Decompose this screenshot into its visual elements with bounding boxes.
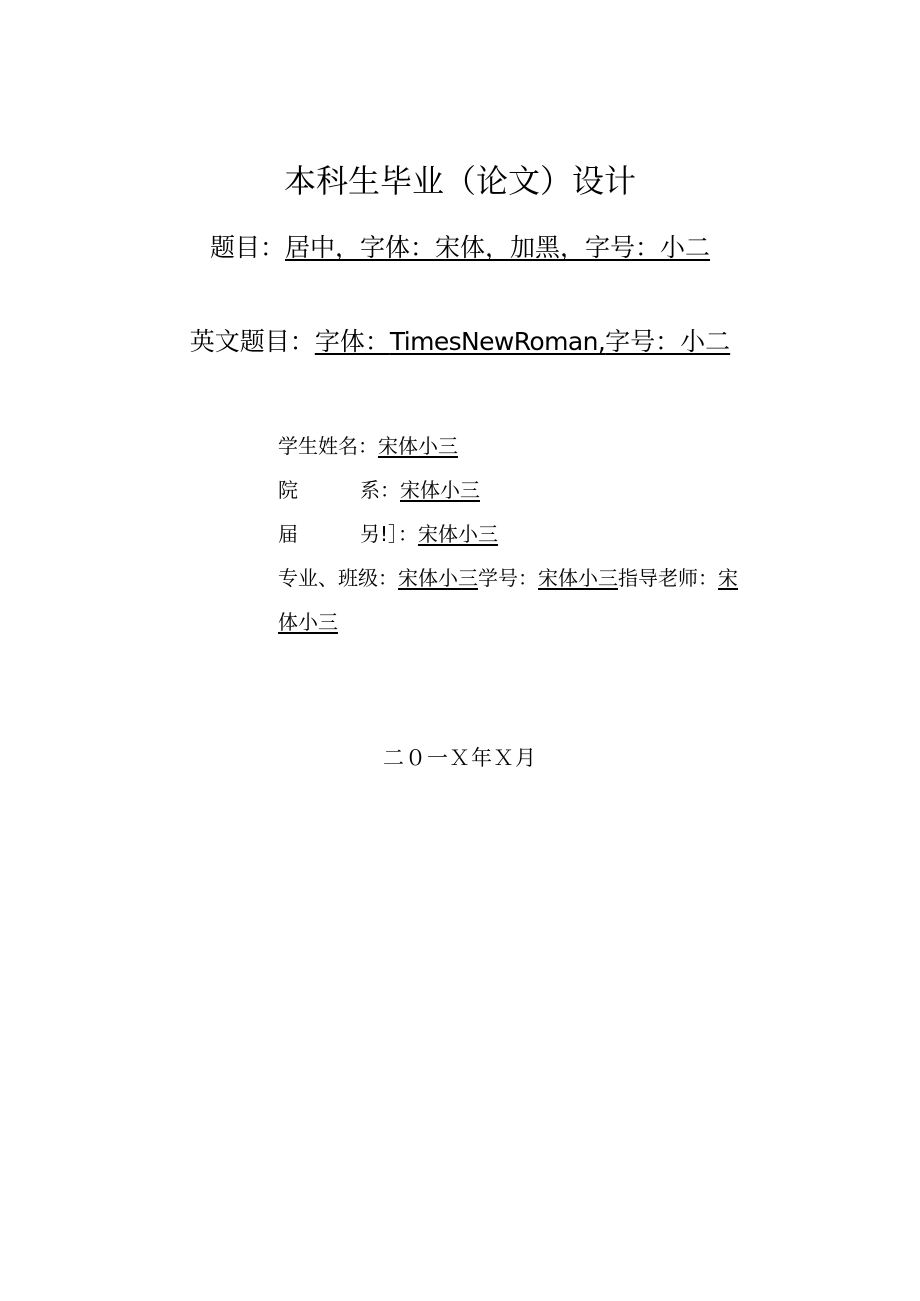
year-label-a: 届: [278, 522, 298, 546]
thesis-title-line: [0, 228, 920, 268]
department-row: [278, 468, 818, 512]
department-label-a: 院: [278, 478, 298, 502]
thesis-title-value: 居中，字体：宋体，加黑，字号：小二: [285, 233, 711, 262]
major-value: 宋体小三: [398, 566, 478, 590]
advisor-value-start: 宋: [718, 566, 738, 590]
student-id-value: 宋体小三: [538, 566, 618, 590]
advisor-value-end: 体小三: [278, 610, 338, 634]
department-label-b: 系：: [360, 478, 400, 502]
student-name-value: 宋体小三: [378, 434, 458, 458]
english-title-value: [315, 327, 730, 356]
english-title-label: 英文题目：: [189, 327, 315, 356]
student-id-label: 学号：: [478, 566, 538, 590]
student-info-block: [278, 424, 818, 644]
document-main-title: 本科生毕业（论文）设计: [283, 162, 636, 200]
student-name-label: 学生姓名：: [278, 434, 378, 458]
english-title-value-suffix: 字号：小二: [605, 327, 731, 356]
english-title-value-prefix: 字体：: [314, 327, 390, 356]
year-value: 宋体小三: [418, 522, 499, 546]
thesis-title-label: 题目：: [209, 233, 285, 262]
major-label: 专业、班级：: [278, 566, 398, 590]
advisor-label: 指导老师：: [618, 566, 718, 590]
student-name-row: [278, 424, 818, 468]
department-value: 宋体小三: [400, 478, 480, 502]
document-date: 二０一Ｘ年Ｘ月: [383, 746, 537, 770]
year-label-b: 另!］：: [360, 522, 419, 546]
advisor-continuation-row: [278, 600, 818, 644]
english-title-value-latin: TimesNewRoman,: [389, 327, 606, 356]
year-row: [278, 512, 818, 556]
major-row: [278, 556, 818, 600]
english-title-line: [0, 322, 920, 362]
